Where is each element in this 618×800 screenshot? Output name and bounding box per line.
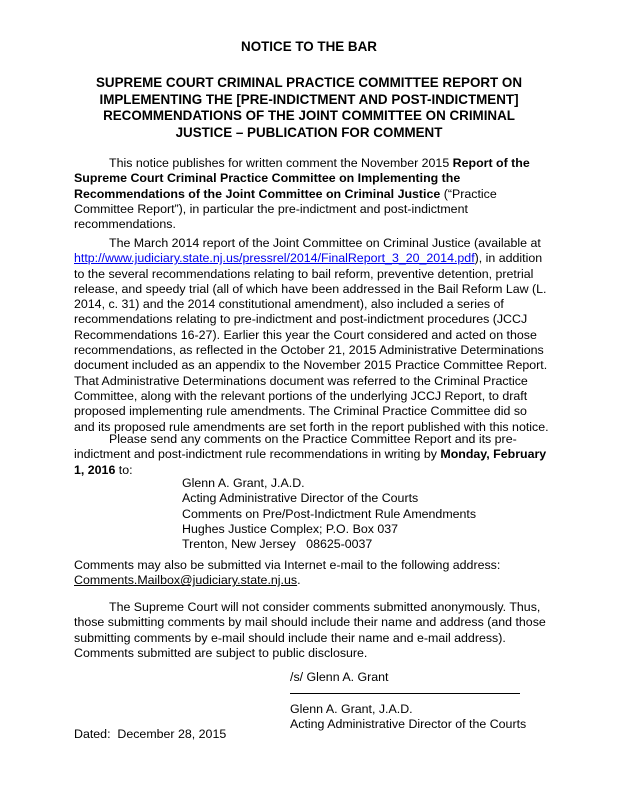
background-text: The March 2014 report of the Joint Committee on Criminal Justice (available at <box>109 236 541 250</box>
background-text-end: ), in addition to the several recommendations relating to bail reform, preventive detention, pretrial release, and speedy trial (all of which have been addressed in the Bail Reform Law (L. 2014, c. 31) and the 2014 constitutional amendment), also included a series of recommendations relating to pre-indictment and post-indictment procedures (JCCJ Recommendations 16-27). Earlier this year the Court considered and acted on those recommendations, as reflected in the October 21, 2015 Administrative Determinations document included as an appendix to the November 2015 Practice Committee Report. That Administrative Determinations document was referred to the Criminal Practice Committee, along with the relevant portions of the underlying JCCJ Report, to draft proposed implementing rule amendments. The Criminal Practice Committee did so and its proposed rule amendments are set forth in the report published with this notice. <box>74 251 549 434</box>
deadline-text: Please send any comments on the Practice Committee Report and its pre-indictment and post-indictment rule recommendations in writing by <box>74 432 517 462</box>
jccj-report-link[interactable]: http://www.judiciary.state.nj.us/pressrel/2014/FinalReport_3_20_2014.pdf <box>74 251 475 266</box>
email-text: Comments may also be submitted via Internet e-mail to the following address: <box>74 558 501 572</box>
background-paragraph <box>74 236 549 435</box>
email-paragraph <box>74 558 549 589</box>
address-line: Hughes Justice Complex; P.O. Box 037 <box>182 521 399 536</box>
mailing-address <box>182 476 476 552</box>
intro-text: This notice publishes for written comment the November 2015 <box>109 156 453 170</box>
intro-paragraph <box>74 156 549 232</box>
email-link[interactable]: Comments.Mailbox@judiciary.state.nj.us <box>74 573 298 588</box>
deadline-text-end: to: <box>115 462 133 477</box>
report-title: SUPREME COURT CRIMINAL PRACTICE COMMITTEE REPORT ON IMPLEMENTING THE [PRE-INDICTMENT AND POST-INDICTMENT] RECOMMENDATIONS OF THE JOINT COMMITTEE ON CRIMINAL JUSTICE – PUBLICATION FOR COMMENT <box>95 75 523 140</box>
dated-line: Dated: December 28, 2015 <box>74 727 227 741</box>
address-line: Comments on Pre/Post-Indictment Rule Amendments <box>182 506 477 521</box>
address-line: Acting Administrative Director of the Courts <box>182 491 419 506</box>
address-line: Trenton, New Jersey 08625-0037 <box>182 537 373 552</box>
report-name: Report of the Supreme Court Criminal Practice Committee on Implementing the Recommendations of the Joint Committee on Criminal Justice <box>74 156 530 201</box>
email-text-end: . <box>297 573 301 588</box>
signature-block <box>290 702 526 733</box>
address-line: Glenn A. Grant, J.A.D. <box>182 476 305 490</box>
signer-name: Glenn A. Grant, J.A.D. <box>290 702 413 716</box>
signature-slash: /s/ Glenn A. Grant <box>290 670 389 684</box>
disclosure-paragraph <box>74 600 549 661</box>
deadline-date: Monday, February 1, 2016 <box>74 447 547 477</box>
signer-title: Acting Administrative Director of the Courts <box>290 717 527 732</box>
disclosure-text: The Supreme Court will not consider comments submitted anonymously. Thus, those submitting comments by mail should include their name and address (and those submitting comments by e-mail should include their name and e-mail address). Comments submitted are subject to public disclosure. <box>74 600 546 660</box>
deadline-paragraph <box>74 432 549 478</box>
notice-title: NOTICE TO THE BAR <box>241 39 377 54</box>
intro-text-end: (“Practice Committee Report”), in particular the pre-indictment and post-indictment recommendations. <box>74 186 497 232</box>
signature-line <box>290 693 520 694</box>
